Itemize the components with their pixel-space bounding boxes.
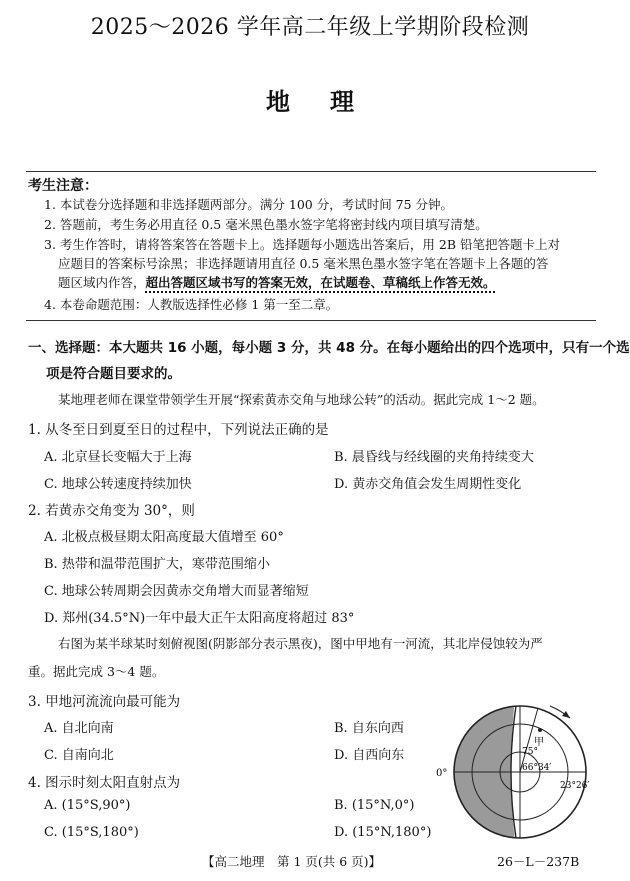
- q2-option-a: A. 北极点极昼期太阳高度最大值增至 60°: [44, 530, 284, 545]
- notice-item-2: 2. 答题前，考生务必用直径 0.5 毫米黑色墨水签字笔将密封线内项目填写清楚。: [44, 217, 488, 232]
- notice-item-4: 4. 本卷命题范围：人教版选择性必修 1 第一至二章。: [44, 297, 339, 312]
- rotation-arrowhead: [562, 711, 570, 718]
- q2-option-d: D. 郑州(34.5°N)一年中最大正午太阳高度将超过 83°: [44, 611, 355, 626]
- q4-option-a: A. (15°S,90°): [44, 798, 131, 813]
- section-heading-line1: 一、选择题：本大题共 16 小题，每小题 3 分，共 48 分。在每小题给出的四个选项中，只有一个选: [28, 340, 630, 356]
- q4-stem: 4. 图示时刻太阳直射点为: [28, 775, 181, 791]
- q3-option-d: D. 自西向东: [334, 748, 405, 763]
- point-jia: [538, 728, 542, 732]
- notice-item-3: 3. 考生作答时，请将答案答在答题卡上。选择题每小题选出答案后，用 2B 铅笔把答题卡上对: [44, 237, 560, 252]
- night-shading: [454, 690, 516, 850]
- notice-divider: [26, 320, 596, 321]
- footer-code: 26－L－237B: [497, 854, 580, 869]
- label-jia: 甲: [534, 737, 544, 748]
- q1-option-b: B. 晨昏线与经线圈的夹角持续变大: [334, 450, 534, 465]
- q2-option-c: C. 地球公转周期会因黄赤交角增大而显著缩短: [44, 584, 309, 599]
- section-heading-line2: 项是符合题目要求的。: [46, 366, 181, 382]
- q3-option-b: B. 自东向西: [334, 721, 404, 736]
- intro-q3-4-line2: 重。据此完成 3～4 题。: [28, 664, 165, 679]
- q1-option-d: D. 黄赤交角值会发生周期性变化: [334, 477, 522, 492]
- notice-emphasis: 超出答题区域书写的答案无效，在试题卷、草稿纸上作答无效。: [145, 275, 496, 290]
- q4-option-d: D. (15°N,180°): [334, 825, 432, 840]
- label-0-degree: 0°: [436, 768, 448, 779]
- q4-option-c: C. (15°S,180°): [44, 825, 139, 840]
- hemisphere-figure: [438, 690, 598, 850]
- intro-q1-2: 某地理老师在课堂带领学生开展“探索黄赤交角与地球公转”的活动。据此完成 1～2 题。: [58, 392, 545, 407]
- top-divider: [26, 171, 596, 172]
- intro-q3-4-line1: 右图为某半球某时刻俯视图(阴影部分表示黑夜)，图中甲地有一河流，其北岸侵蚀较为严: [58, 636, 543, 651]
- footer-page-info: 【高二地理 第 1 页(共 6 页)】: [202, 854, 382, 869]
- label-66-34: 66°34′: [522, 763, 552, 773]
- q1-stem: 1. 从冬至日到夏至日的过程中，下列说法正确的是: [28, 422, 329, 438]
- notice-item-3-prefix: 题区域内作答，: [58, 275, 146, 290]
- notice-item-1: 1. 本试卷分选择题和非选择题两部分。满分 100 分，考试时间 75 分钟。: [44, 197, 454, 212]
- notice-item-3-cont: 应题目的答案标号涂黑；非选择题请用直径 0.5 毫米黑色墨水签字笔在答题卡上各题的答: [58, 256, 549, 271]
- label-75-degree: 75°: [522, 747, 538, 757]
- q3-option-c: C. 自南向北: [44, 748, 114, 763]
- notice-heading: 考生注意：: [28, 178, 98, 194]
- q2-option-b: B. 热带和温带范围扩大，寒带范围缩小: [44, 557, 270, 572]
- exam-title: 2025～2026 学年高二年级上学期阶段检测: [90, 15, 530, 40]
- notice-item-3-end: [58, 273, 496, 291]
- q3-option-a: A. 自北向南: [44, 721, 114, 736]
- q4-option-b: B. (15°N,0°): [334, 798, 415, 813]
- q1-option-a: A. 北京昼长变幅大于上海: [44, 450, 192, 465]
- q3-stem: 3. 甲地河流流向最可能为: [28, 694, 181, 710]
- label-23-26: 23°26′: [560, 781, 590, 791]
- subject-title: 地理: [266, 88, 394, 116]
- q2-stem: 2. 若黄赤交角变为 30°，则: [28, 503, 195, 519]
- q1-option-c: C. 地球公转速度持续加快: [44, 477, 192, 492]
